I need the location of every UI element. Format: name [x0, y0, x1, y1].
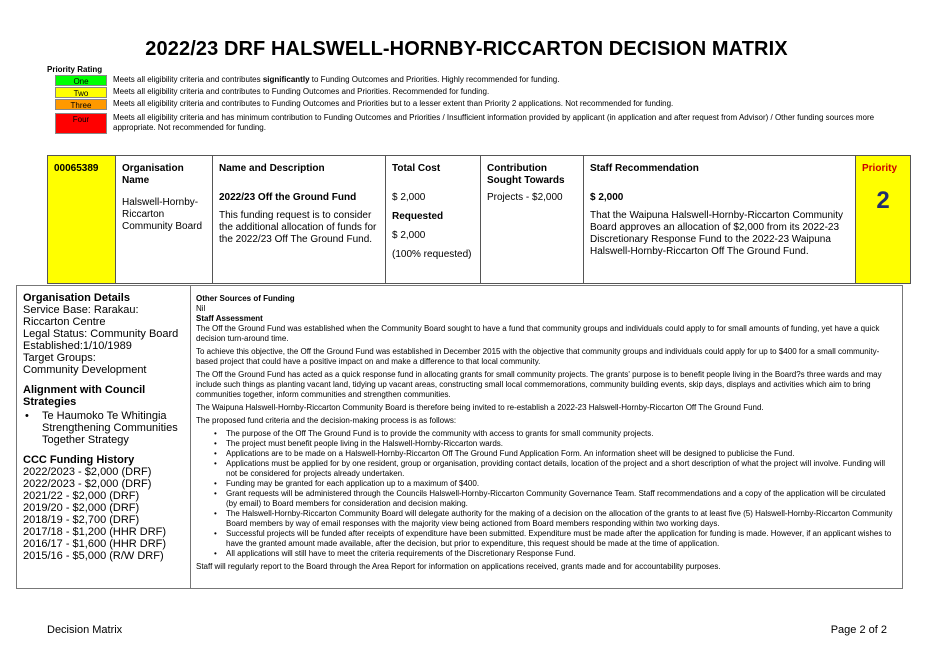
- list-item: • Funding may be granted for each application up to a maximum of $400.: [214, 479, 896, 489]
- footer-document-name: Decision Matrix: [47, 624, 123, 636]
- funding-history-item: 2018/19 - $2,700 (DRF): [23, 514, 140, 526]
- total-cost-cell: [386, 156, 481, 283]
- list-item: • Successful projects will be funded after receipts of expenditure have been submitted. Expenditure must be made after the application for funding is made. However, if an applicant wishes to have the granted amount made available, after the decision, but prior to expenditure, this request should be made at the time of application.: [214, 529, 896, 549]
- application-id: 00065389: [54, 163, 99, 174]
- funding-history-item: 2015/16 - $5,000 (R/W DRF): [23, 550, 164, 562]
- rating-swatch-one: One: [55, 75, 107, 86]
- funding-history-item: 2017/18 - $1,200 (HHR DRF): [23, 526, 167, 538]
- project-name: 2022/23 Off the Ground Fund: [219, 192, 357, 203]
- organisation-details-heading: Organisation Details: [23, 292, 130, 304]
- org-detail-line: Community Development: [23, 364, 147, 376]
- rating-description: Meets all eligibility criteria and contributes significantly to Funding Outcomes and Priorities. Highly recommended for funding.: [113, 75, 560, 84]
- assessment-paragraph: To achieve this objective, the Off the Ground Fund was established in December 2015 with the objective that community groups and individuals could apply for up to $400 for a small community-based project that could have a positive impact on and make a difference to that local community.: [196, 347, 880, 366]
- contribution-value: Projects - $2,000: [487, 192, 563, 203]
- alignment-list: [23, 410, 184, 446]
- priority-rating-row: [55, 87, 490, 98]
- assessment-paragraph: The Off the Ground Fund has acted as a quick response fund in allocating grants for small community projects. The grants' purpose is to benefit people living in the Board?s three wards and may include such things as planting vacant land, tidying up vacant areas, constructing small local commemorations, community building events, skip days, displays and activities which aim to bring communities together, inform communities and strengthen communities.: [196, 370, 882, 399]
- priority-cell: [856, 156, 910, 283]
- total-cost-value: $ 2,000: [392, 192, 426, 203]
- rating-swatch-two: Two: [55, 87, 107, 98]
- assessment-paragraph: The Off the Ground Fund was established when the Community Board sought to have a fund that community groups and individuals could apply to for small amounts of funding, yet have a quick decision turn-around time.: [196, 324, 880, 343]
- criteria-list: [214, 429, 896, 559]
- org-detail-line: Service Base: Rarakau: Riccarton Centre: [23, 304, 139, 328]
- list-item: • The Halswell-Hornby-Riccarton Community Board will delegate authority for the making of a decision on the allocation of the grants to at least five (5) Halswell-Hornby-Riccarton Community Board members by way of email responses with the majority view being actioned from Board members responding within two working days.: [214, 509, 896, 529]
- priority-rating-row: [55, 113, 875, 134]
- total-cost-header: Total Cost: [392, 163, 441, 174]
- priority-rating-title: Priority Rating: [47, 65, 103, 74]
- assessment-closing: Staff will regularly report to the Board through the Area Report for information on applications received, grants made and for accountability purposes.: [196, 562, 721, 571]
- rating-swatch-four: Four: [55, 113, 107, 134]
- alignment-heading: Alignment with Council Strategies: [23, 384, 146, 408]
- description-cell: [213, 156, 386, 283]
- recommendation-text: That the Waipuna Halswell-Hornby-Riccarton Community Board approves an allocation of $2,000 from its 2022-23 Discretionary Response Fund to the 2022-23 Waipuna Halswell-Hornby-Riccarton Off The Ground Fund.: [590, 210, 844, 257]
- recommendation-amount: $ 2,000: [590, 192, 624, 203]
- list-item: • The project must benefit people living in the Halswell-Hornby-Riccarton wards.: [214, 439, 896, 449]
- organisation-name: Halswell-Hornby-Riccarton Community Board: [122, 197, 203, 232]
- recommendation-cell: [584, 156, 856, 283]
- org-detail-line: Target Groups:: [23, 352, 96, 364]
- contribution-header: Contribution Sought Towards: [487, 163, 565, 186]
- project-description: This funding request is to consider the additional allocation of funds for the 2022/23 Off The Ground Fund.: [219, 210, 377, 245]
- staff-assessment-heading: Staff Assessment: [196, 314, 263, 323]
- assessment-paragraph: The proposed fund criteria and the decision-making process is as follows:: [196, 416, 457, 425]
- priority-value: 2: [876, 187, 890, 214]
- priority-header: Priority: [862, 163, 898, 174]
- requested-percentage: (100% requested): [392, 249, 472, 260]
- funding-history-heading: CCC Funding History: [23, 454, 135, 466]
- rating-description: Meets all eligibility criteria and contributes to Funding Outcomes and Priorities. Recommended for funding.: [113, 87, 490, 96]
- list-item: • Te Haumoko Te Whitingia Strengthening Communities Together Strategy: [23, 410, 184, 446]
- funding-history-item: 2016/17 - $1,600 (HHR DRF): [23, 538, 167, 550]
- contribution-cell: [481, 156, 584, 283]
- priority-rating-row: [55, 75, 560, 86]
- funding-history-item: 2019/20 - $2,000 (DRF): [23, 502, 140, 514]
- rating-description: Meets all eligibility criteria and has minimum contribution to Funding Outcomes and Priorities / Insufficient information provided by applicant (in application and after request from Advisor) / Other funding sources more appropriate. Not recommended for funding.: [113, 113, 875, 132]
- list-item: • Grant requests will be administered through the Councils Halswell-Hornby-Riccarton Community Governance Team. Staff recommendations and a copy of the application will be circulated (by email) to Board members for consideration and decision making.: [214, 489, 896, 509]
- funding-history-item: 2022/2023 - $2,000 (DRF): [23, 466, 152, 478]
- list-item: • All applications will still have to meet the criteria requirements of the Discretionary Response Fund.: [214, 549, 896, 559]
- organisation-header: Organisation Name: [122, 163, 184, 186]
- application-summary-table: [47, 155, 911, 284]
- funding-history-item: 2022/2023 - $2,000 (DRF): [23, 478, 152, 490]
- footer-page-number: Page 2 of 2: [830, 624, 887, 636]
- description-header: Name and Description: [219, 163, 325, 174]
- org-detail-line: Legal Status: Community Board: [23, 328, 179, 340]
- other-sources-value: Nil: [196, 304, 206, 313]
- list-item: • Applications must be applied for by one resident, group or organisation, providing contact details, location of the project and a short description of what the project will involve. Funding will not be considered for projects already undertaken.: [214, 459, 896, 479]
- organisation-details-column: [17, 286, 191, 588]
- recommendation-header: Staff Recommendation: [590, 163, 699, 174]
- assessment-paragraph: The Waipuna Halswell-Hornby-Riccarton Community Board is therefore being invited to re-establish a 2022-23 Halswell-Hornby-Riccarton Off The Ground Fund.: [196, 403, 764, 412]
- rating-swatch-three: Three: [55, 99, 107, 110]
- staff-assessment-column: [191, 286, 902, 588]
- priority-rating-row: [55, 99, 674, 110]
- requested-amount: $ 2,000: [392, 230, 426, 241]
- requested-label: Requested: [392, 211, 444, 222]
- other-sources-heading: Other Sources of Funding: [196, 294, 295, 303]
- page-title: 2022/23 DRF HALSWELL-HORNBY-RICCARTON DECISION MATRIX: [145, 38, 788, 60]
- application-id-cell: [48, 156, 116, 283]
- organisation-assessment-section: [16, 285, 903, 589]
- org-detail-line: Established:1/10/1989: [23, 340, 132, 352]
- list-item: • Applications are to be made on a Halswell-Hornby-Riccarton Off The Ground Fund Application Form. An information sheet will be designed to publicise the Fund.: [214, 449, 896, 459]
- rating-description: Meets all eligibility criteria and contributes to Funding Outcomes and Priorities but to a lesser extent than Priority 2 applications. Not recommended for funding.: [113, 99, 674, 108]
- list-item: • The purpose of the Off The Ground Fund is to provide the community with access to grants for small community projects.: [214, 429, 896, 439]
- organisation-cell: [116, 156, 213, 283]
- funding-history-item: 2021/22 - $2,000 (DRF): [23, 490, 140, 502]
